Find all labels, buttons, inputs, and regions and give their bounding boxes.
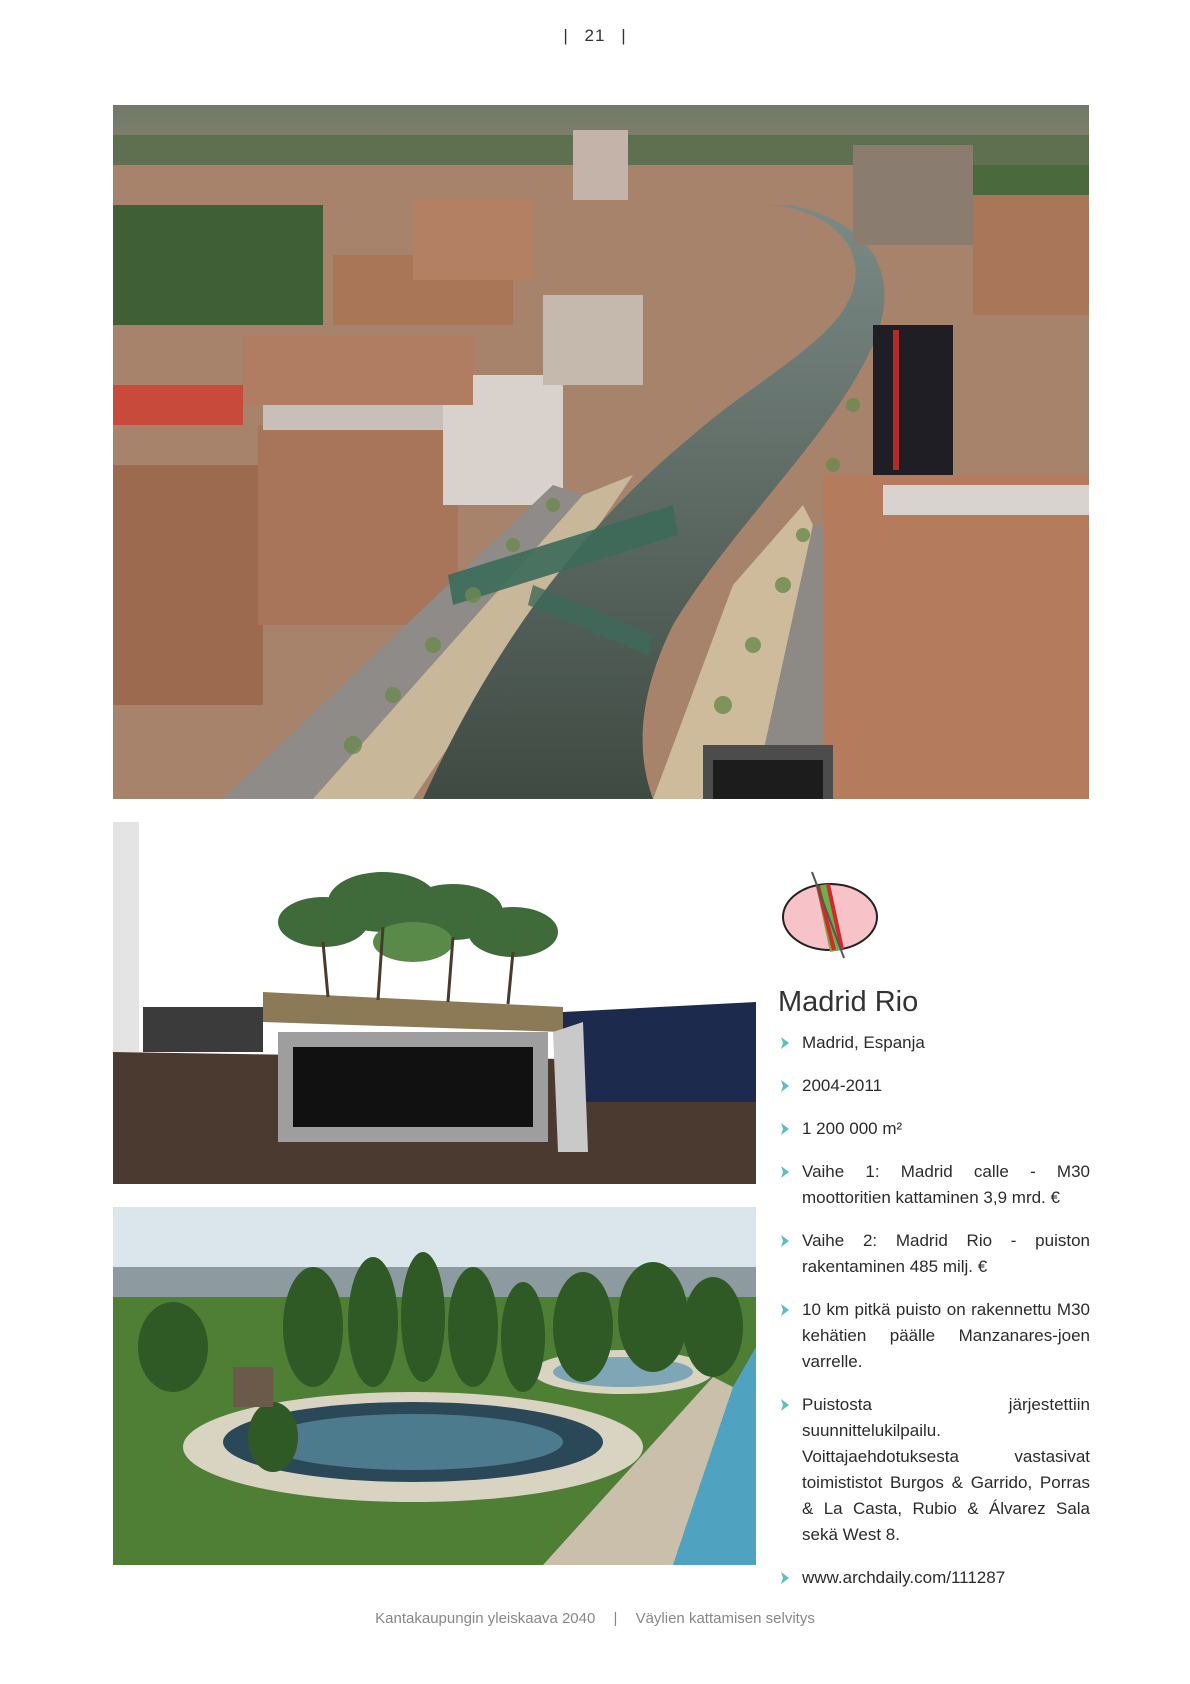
list-item [778, 1030, 1090, 1056]
section-diagram [113, 822, 756, 1184]
list-item [778, 1073, 1090, 1099]
list-item [778, 1159, 1090, 1211]
project-details-list [778, 1030, 1090, 1608]
chevron-right-icon [780, 1398, 790, 1412]
page-number [0, 26, 1190, 46]
footer-document-title: Kantakaupungin yleiskaava 2040 [375, 1610, 596, 1627]
list-item [778, 1297, 1090, 1375]
page-footer [0, 1610, 1190, 1627]
footer-separator: | [613, 1610, 618, 1627]
park-photo [113, 1207, 756, 1565]
detail-years: 2004-2011 [802, 1076, 883, 1095]
aerial-photo-image [113, 105, 1089, 799]
chevron-right-icon [780, 1079, 790, 1093]
project-title: Madrid Rio [778, 986, 919, 1018]
page-number-separator-left: | [563, 26, 569, 45]
detail-link[interactable]: www.archdaily.com/111287 [802, 1568, 1006, 1587]
tunnel-cover-logo-icon [778, 870, 882, 960]
list-item [778, 1116, 1090, 1142]
detail-phase-2: Vaihe 2: Madrid Rio - puiston rakentaminen 485 milj. € [802, 1231, 1090, 1276]
aerial-photo [113, 105, 1089, 799]
section-diagram-image [113, 822, 756, 1184]
list-item [778, 1565, 1090, 1591]
detail-competition: Puistosta järjestettiin suunnittelukilpailu. Voittajaehdotuksesta vastasivat toimististot Burgos & Garrido, Porras & La Casta, Rubio & Álvarez Sala sekä West 8. [802, 1395, 1090, 1544]
detail-description: 10 km pitkä puisto on rakennettu M30 kehätien päälle Manzanares-joen varrelle. [802, 1300, 1090, 1371]
footer-report-title: Väylien kattamisen selvitys [635, 1610, 815, 1627]
list-item [778, 1228, 1090, 1280]
detail-phase-1: Vaihe 1: Madrid calle - M30 moottoritien kattaminen 3,9 mrd. € [802, 1162, 1090, 1207]
chevron-right-icon [780, 1165, 790, 1179]
page-number-separator-right: | [621, 26, 627, 45]
chevron-right-icon [780, 1234, 790, 1248]
park-photo-image [113, 1207, 756, 1565]
detail-location: Madrid, Espanja [802, 1033, 925, 1052]
list-item [778, 1392, 1090, 1548]
chevron-right-icon [780, 1303, 790, 1317]
detail-area: 1 200 000 m² [802, 1119, 903, 1138]
page-number-value: 21 [584, 26, 606, 45]
chevron-right-icon [780, 1571, 790, 1585]
chevron-right-icon [780, 1122, 790, 1136]
chevron-right-icon [780, 1036, 790, 1050]
